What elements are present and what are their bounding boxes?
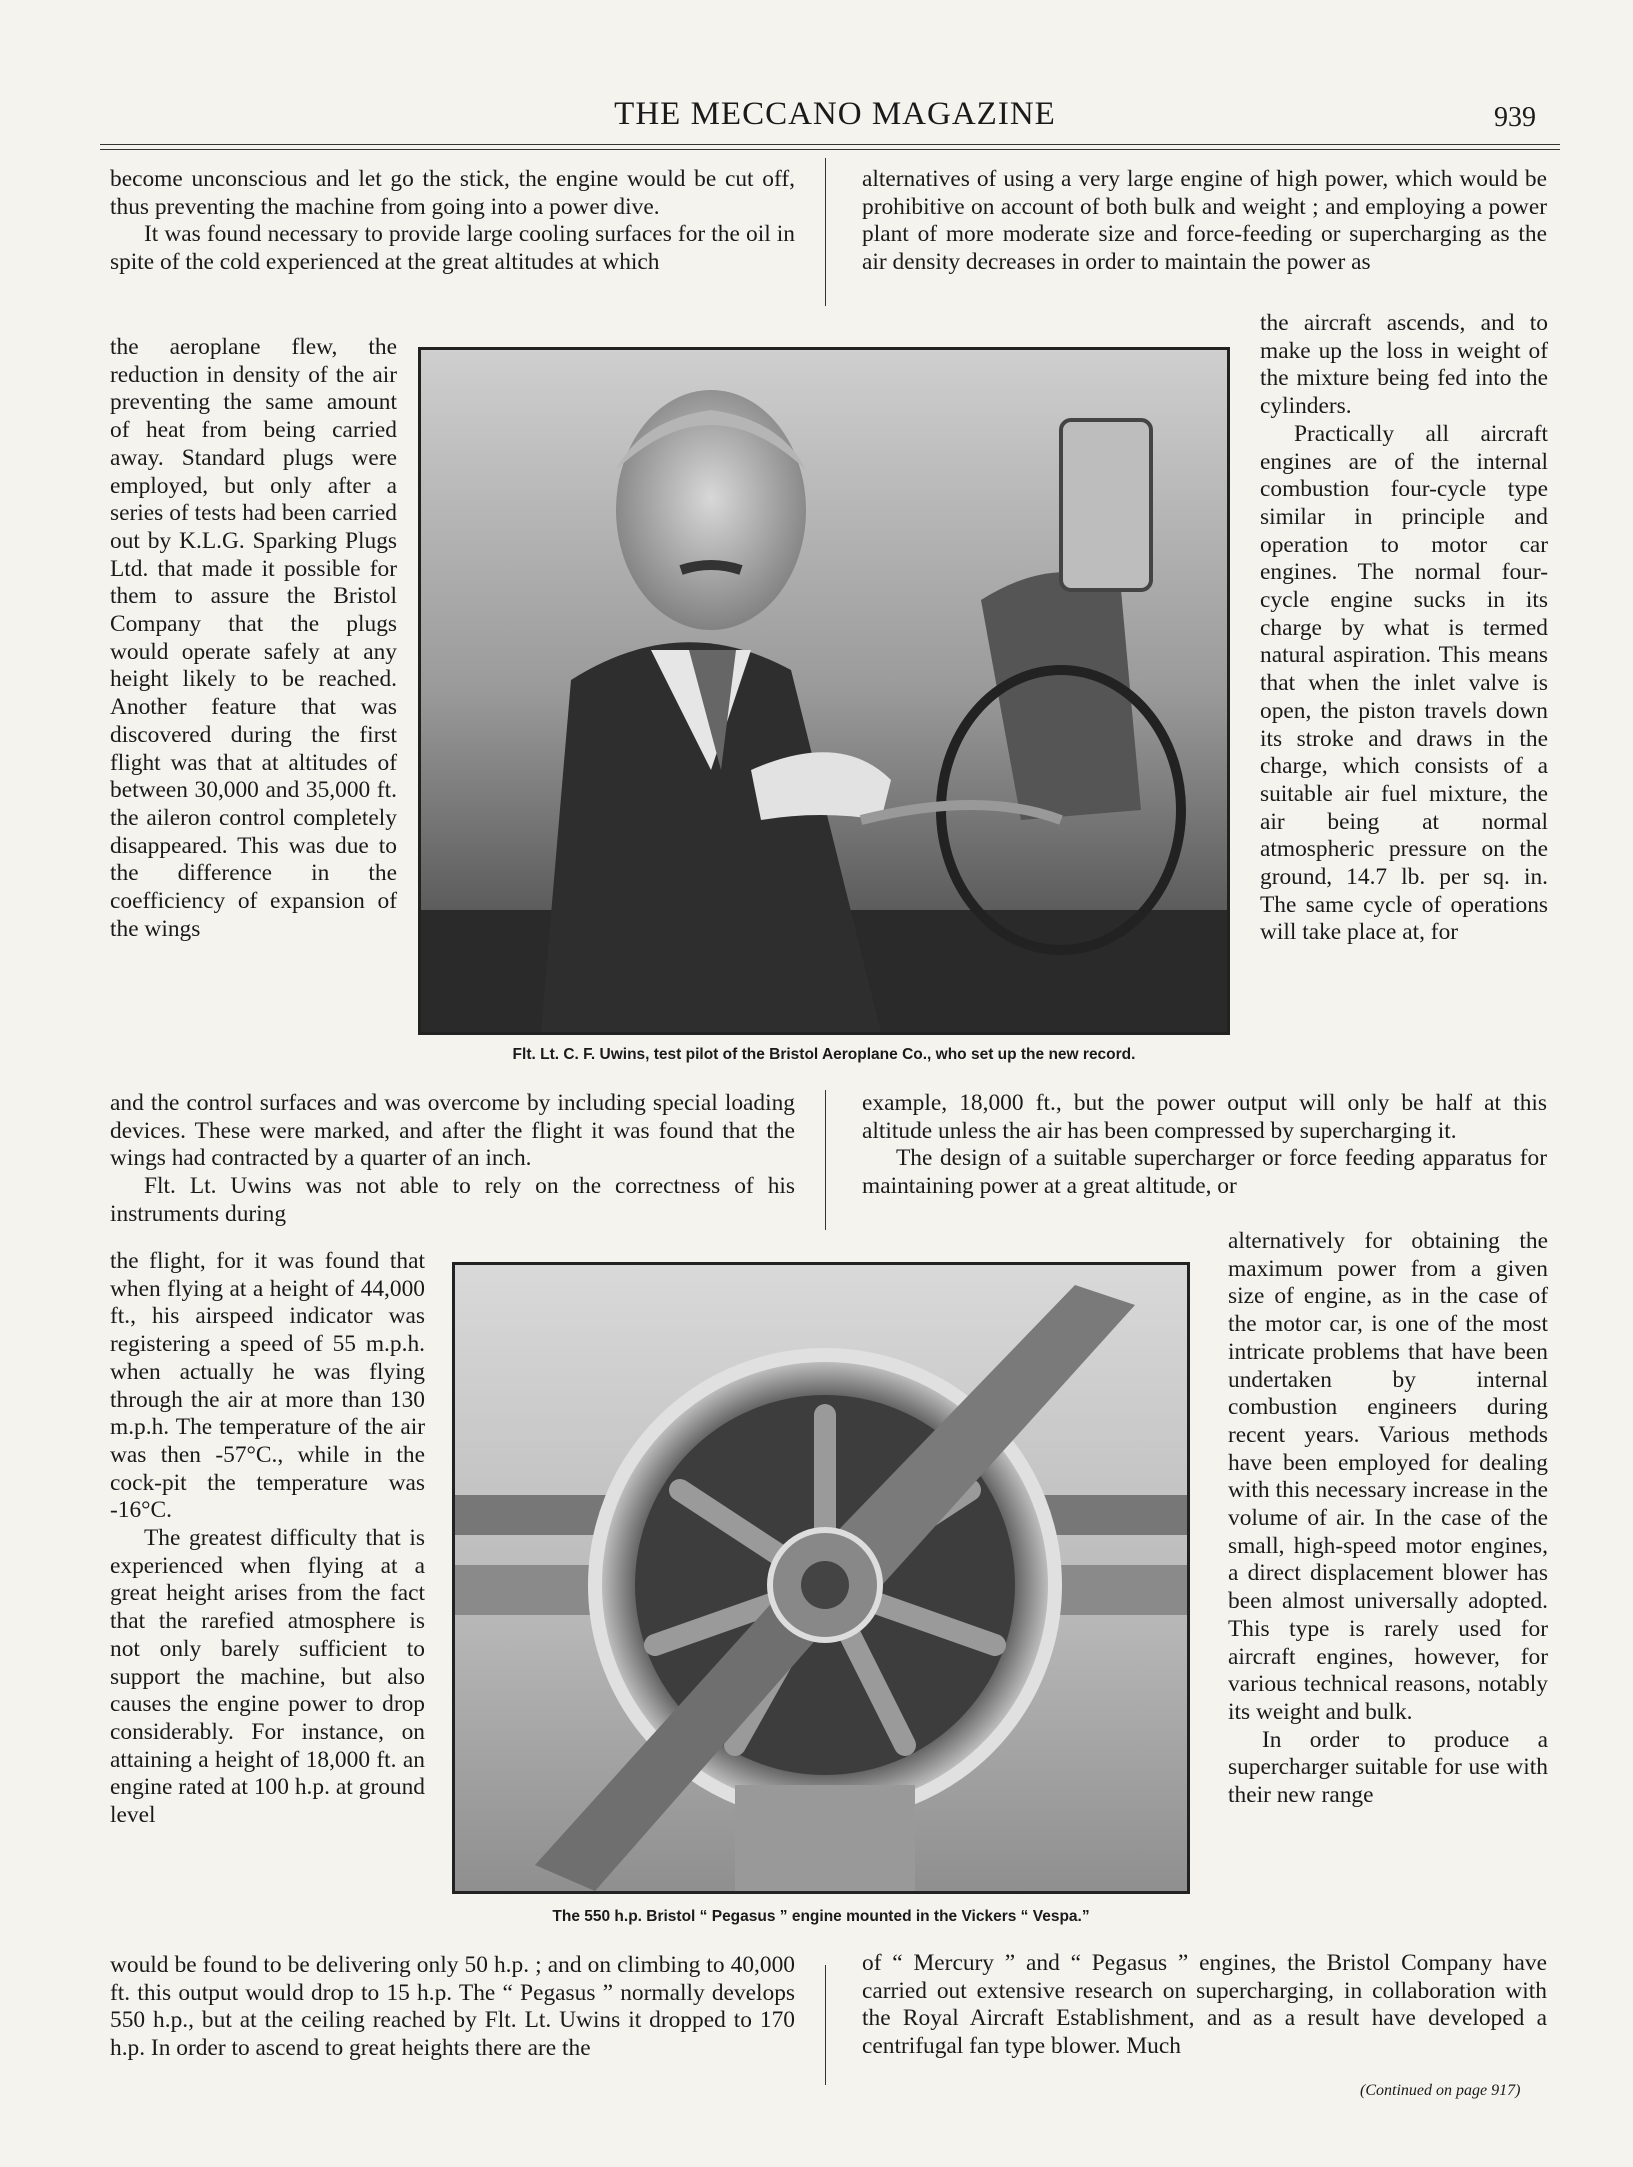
paragraph: the aeroplane flew, the reduction in density of the air preventing the same amount of heat from being carried away. Standard plugs were employed, but only after a series of tests had been carried out by K.L.G. Sparking Plugs Ltd. that made it possible for them to assure the Bristol Company that the plugs would operate safely at any height likely to be reached. Another feature that was discovered during the first flight was that at altitudes of between 30,000 and 35,000 ft. the aileron control completely disappeared. This was due to the difference in the coefficiency of expansion of the wings (110, 334, 397, 942)
paragraph: alternatives of using a very large engine of high power, which would be prohibitive on account of both bulk and weight ; and employing a power plant of more moderate size and force-feeding or supercharging as the air density decreases in order to maintain the power as (862, 166, 1547, 276)
paragraph: would be found to be delivering only 50 h.p. ; and on climbing to 40,000 ft. this output would drop to 15 h.p. The “ Pegasus ” normally develops 550 h.p., but at the ceiling reached by Flt. Lt. Uwins it dropped to 170 h.p. In order to ascend to great heights there are the (110, 1952, 795, 2062)
left-column-narrow-2 (110, 1248, 425, 1830)
column-divider-middle (825, 1090, 826, 1230)
left-column-bottom (110, 1952, 795, 2063)
paragraph: of “ Mercury ” and “ Pegasus ” engines, the Bristol Company have carried out extensive research on supercharging, in collaboration with the Royal Aircraft Establishment, and as a result have developed a centrifugal fan type blower. Much (862, 1950, 1547, 2060)
paragraph: The design of a suitable supercharger or force feeding apparatus for maintaining power at a great altitude, or (862, 1145, 1547, 1200)
right-column-narrow-2 (1228, 1228, 1548, 1810)
continued-note: (Continued on page 917) (1360, 2082, 1521, 2099)
right-column-bottom (862, 1950, 1547, 2061)
page-number: 939 (1494, 102, 1536, 133)
pilot-photo (418, 347, 1230, 1035)
paragraph: The greatest difficulty that is experienced when flying at a great height arises from the fact that the rarefied atmosphere is not only barely sufficient to support the machine, but also causes the engine power to drop considerably. For instance, on attaining a height of 18,000 ft. an engine rated at 100 h.p. at ground level (110, 1525, 425, 1829)
engine-photo-caption: The 550 h.p. Bristol “ Pegasus ” engine mounted in the Vickers “ Vespa.” (552, 1908, 1090, 1925)
left-column-top (110, 166, 795, 277)
paragraph: example, 18,000 ft., but the power output will only be half at this altitude unless the air has been compressed by supercharging it. (862, 1090, 1547, 1144)
paragraph: the aircraft ascends, and to make up the loss in weight of the mixture being fed into the cylinders. (1260, 310, 1548, 420)
right-column-middle (862, 1090, 1547, 1201)
page-header (100, 96, 1570, 140)
paragraph: alternatively for obtaining the maximum power from a given size of engine, as in the case of the motor car, is one of the most intricate problems that have been undertaken by internal combustion engineers during recent years. Various methods have been employed for dealing with this necessary increase in the volume of air. In the case of the small, high-speed motor engines, a direct displacement blower has been almost universally adopted. This type is rarely used for aircraft engines, however, for various technical reasons, notably its weight and bulk. (1228, 1228, 1548, 1725)
column-divider-bottom (825, 1965, 826, 2085)
left-column-narrow-1 (110, 334, 397, 943)
paragraph: become unconscious and let go the stick, the engine would be cut off, thus preventing the machine from going into a power dive. (110, 166, 795, 220)
pilot-photo-image (421, 350, 1227, 1032)
paragraph: In order to produce a supercharger suitable for use with their new range (1228, 1726, 1548, 1809)
paragraph: Practically all aircraft engines are of the internal combustion four-cycle type similar in principle and operation to motor car engines. The normal four-cycle engine sucks in its charge by what is termed natural aspiration. This means that when the inlet valve is open, the piston travels down its stroke and draws in the charge, which consists of a suitable air fuel mixture, the air being at normal atmospheric pressure on the ground, 14.7 lb. per sq. in. The same cycle of operations will take place at, for (1260, 420, 1548, 946)
engine-photo-image (455, 1265, 1187, 1891)
pilot-photo-caption: Flt. Lt. C. F. Uwins, test pilot of the Bristol Aeroplane Co., who set up the new record. (512, 1046, 1136, 1063)
paragraph: the flight, for it was found that when flying at a height of 44,000 ft., his airspeed indicator was registering a speed of 55 m.p.h. when actually he was flying through the air at more than 130 m.p.h. The temperature of the air was then -57°C., while in the cock-pit the temperature was -16°C. (110, 1248, 425, 1524)
magazine-title: THE MECCANO MAGAZINE (614, 96, 1056, 132)
column-divider-top (825, 158, 826, 306)
left-column-middle (110, 1090, 795, 1229)
paragraph: It was found necessary to provide large cooling surfaces for the oil in spite of the cold experienced at the great altitudes at which (110, 221, 795, 276)
header-rule-top (100, 144, 1560, 145)
engine-photo (452, 1262, 1190, 1894)
paragraph: and the control surfaces and was overcome by including special loading devices. These were marked, and after the flight it was found that the wings had contracted by a quarter of an inch. (110, 1090, 795, 1172)
paragraph: Flt. Lt. Uwins was not able to rely on the correctness of his instruments during (110, 1173, 795, 1227)
right-column-narrow-1 (1260, 310, 1548, 947)
right-column-top (862, 166, 1547, 277)
header-rule-bottom (100, 149, 1560, 150)
